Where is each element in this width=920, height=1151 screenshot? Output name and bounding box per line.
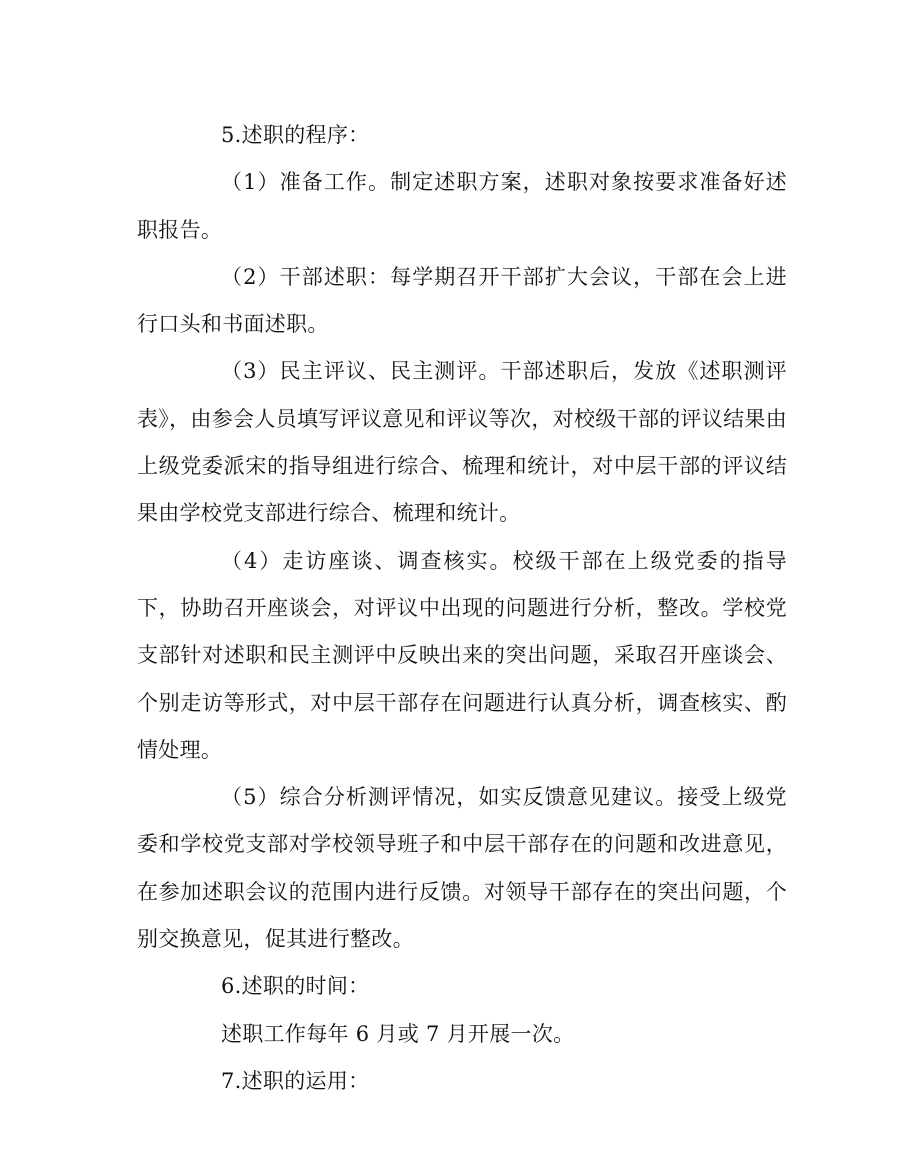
document-body	[137, 112, 787, 1105]
section-heading-procedure: 5.述职的程序：	[221, 123, 370, 147]
paragraph-visit-verification: （4）走访座谈、调查核实。校级干部在上级党委的指导下，协助召开座谈会，对评议中出现的问题进行分析，整改。学校党支部针对述职和民主测评中反映出来的突出问题，采取召开座谈会、个别走访等形式，对中层干部存在问题进行认真分析，调查核实、酌情处理。	[137, 548, 787, 762]
paragraph-analysis-feedback: （5）综合分析测评情况，如实反馈意见建议。接受上级党委和学校党支部对学校领导班子和中层干部存在的问题和改进意见，在参加述职会议的范围内进行反馈。对领导干部存在的突出问题，个别交换意见，促其进行整改。	[137, 785, 787, 952]
section-heading-application: 7.述职的运用：	[221, 1068, 370, 1093]
paragraph-cadre-report: （2）干部述职：每学期召开干部扩大会议，干部在会上进行口头和书面述职。	[137, 264, 787, 337]
paragraph-preparation: （1）准备工作。制定述职方案，述职对象按要求准备好述职报告。	[137, 170, 787, 242]
paragraph-time-detail: 述职工作每年 6 月或 7 月开展一次。	[221, 1021, 575, 1046]
section-heading-time: 6.述职的时间：	[221, 974, 370, 999]
paragraph-democratic-evaluation: （3）民主评议、民主测评。干部述职后，发放《述职测评表》，由参会人员填写评议意见和评议等次，对校级干部的评议结果由上级党委派宋的指导组进行综合、梳理和统计，对中层干部的评议结果由学校党支部进行综合、梳理和统计。	[137, 359, 787, 526]
